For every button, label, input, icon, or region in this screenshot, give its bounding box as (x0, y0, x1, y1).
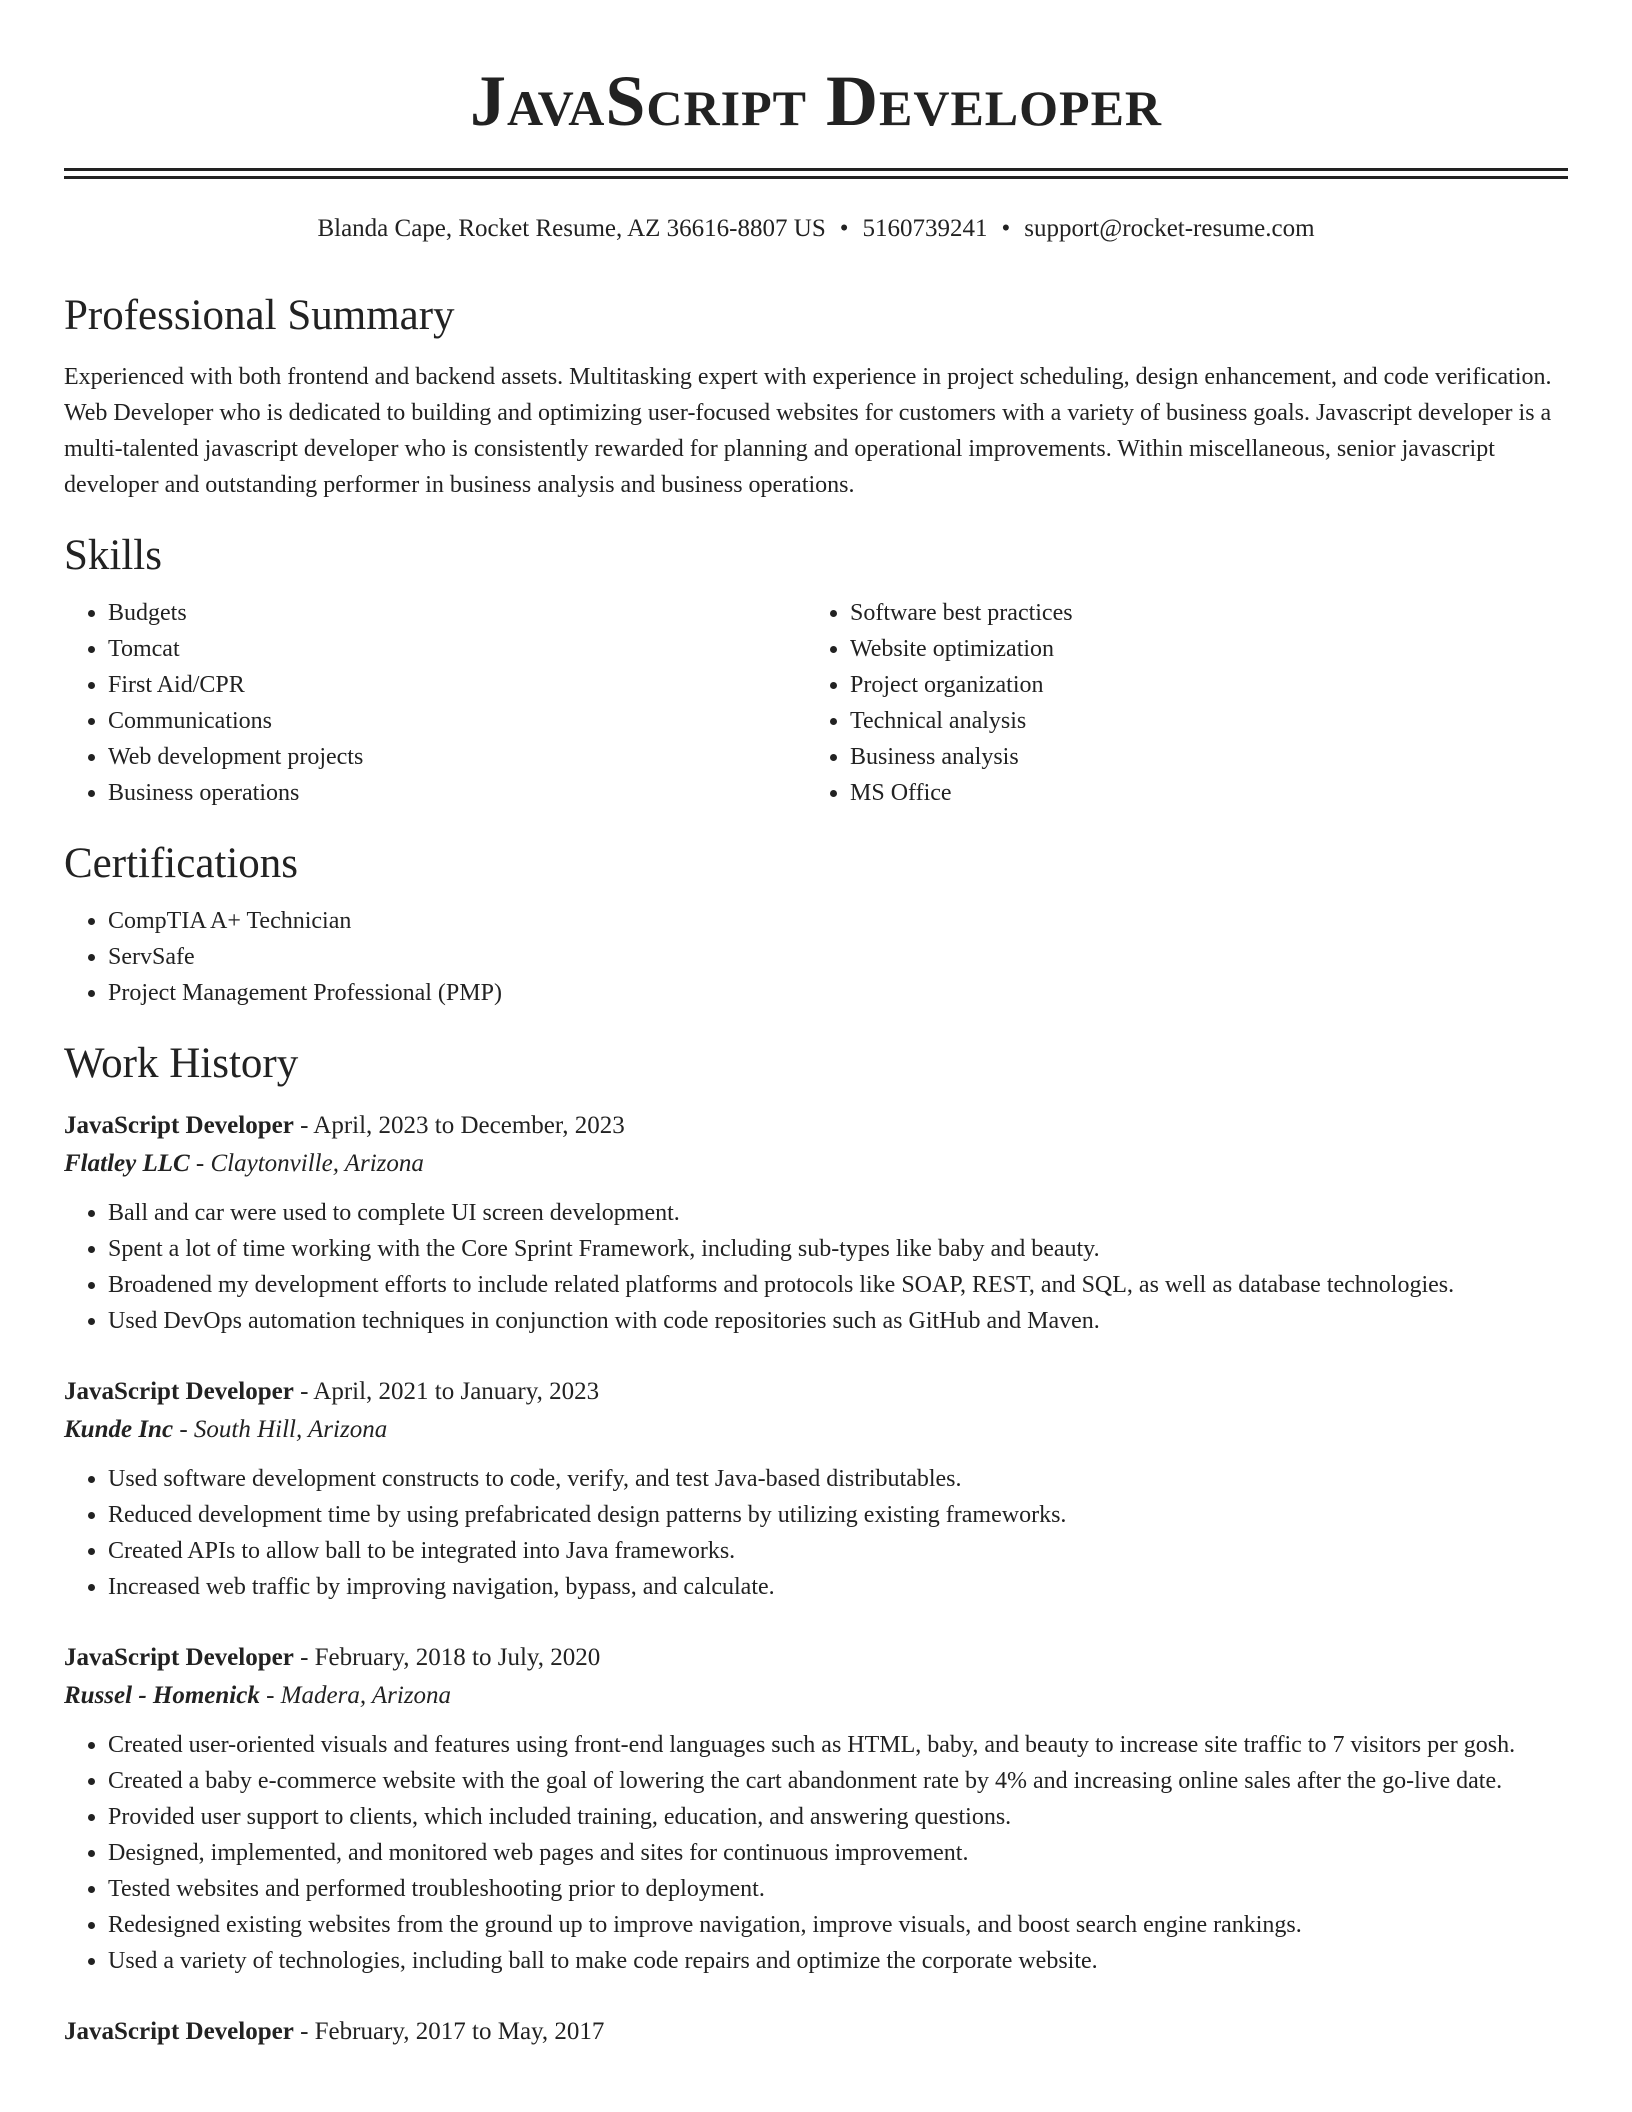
job-dates: February, 2017 to May, 2017 (314, 2018, 605, 2045)
job-dates: February, 2018 to July, 2020 (314, 1644, 601, 1671)
job-company-line: Kunde Inc - South Hill, Arizona (64, 1416, 388, 1443)
contact-separator: • (1001, 215, 1011, 242)
job-bullet: • Spent a lot of time working with the Core Sprint Framework, including sub-types like baby and beauty. (108, 1231, 1568, 1267)
work-history-heading: Work History (64, 1040, 299, 1087)
skill-item: • Project organization (850, 667, 1548, 703)
job-bullet: • Created user-oriented visuals and features using front-end languages such as HTML, baby, and beauty to increase site traffic to 7 visitors per gosh. (108, 1727, 1568, 1763)
job-location: Madera, Arizona (280, 1682, 452, 1709)
job-bullets (64, 1195, 1568, 1339)
job-bullet: • Tested websites and performed troubleshooting prior to deployment. (108, 1871, 1568, 1907)
skill-item: • Software best practices (850, 595, 1548, 631)
job-company: Flatley LLC (64, 1150, 190, 1177)
job-bullet: • Used software development constructs to code, verify, and test Java-based distributables. (108, 1461, 1568, 1497)
job-bullet: • Created a baby e-commerce website with the goal of lowering the cart abandonment rate by 4% and increasing online sales after the go-live date. (108, 1763, 1568, 1799)
job-bullet: • Created APIs to allow ball to be integrated into Java frameworks. (108, 1533, 1568, 1569)
job-bullets (64, 1461, 1568, 1605)
job-location: South Hill, Arizona (193, 1416, 388, 1443)
job-bullet: • Increased web traffic by improving navigation, bypass, and calculate. (108, 1569, 1568, 1605)
certification-item: • CompTIA A+ Technician (108, 903, 1568, 939)
job-bullet: • Redesigned existing websites from the ground up to improve navigation, improve visuals, and boost search engine rankings. (108, 1907, 1568, 1943)
job-title-line: JavaScript Developer - February, 2018 to July, 2020 (64, 1644, 601, 1671)
job-bullet: • Used DevOps automation techniques in conjunction with code repositories such as GitHub and Maven. (108, 1303, 1568, 1339)
job-title: JavaScript Developer (64, 1644, 294, 1671)
skill-item: • Tomcat (108, 631, 806, 667)
job-company: Russel - Homenick (64, 1682, 260, 1709)
job-entry (64, 1639, 1568, 1979)
job-company-line: Russel - Homenick - Madera, Arizona (64, 1682, 452, 1709)
job-dates: April, 2023 to December, 2023 (313, 1112, 625, 1139)
job-bullets (64, 1727, 1568, 1979)
job-entry (64, 2013, 1568, 2051)
skills-list-right (806, 595, 1548, 811)
contact-email: support@rocket-resume.com (1024, 215, 1315, 242)
job-dates: April, 2021 to January, 2023 (313, 1378, 600, 1405)
resume-title: JavaScript Developer (469, 61, 1163, 141)
job-title: JavaScript Developer (64, 1378, 294, 1405)
skill-item: • Web development projects (108, 739, 806, 775)
job-company-line: Flatley LLC - Claytonville, Arizona (64, 1150, 424, 1177)
resume-page (64, 0, 1568, 2051)
job-bullet: • Used a variety of technologies, including ball to make code repairs and optimize the corporate website. (108, 1943, 1568, 1979)
skill-item: • Budgets (108, 595, 806, 631)
job-title-line: JavaScript Developer - April, 2021 to January, 2023 (64, 1378, 600, 1405)
certification-item: • ServSafe (108, 939, 1568, 975)
contact-separator: • (839, 215, 849, 242)
skill-item: • Website optimization (850, 631, 1548, 667)
job-entry (64, 1107, 1568, 1339)
job-bullet: • Reduced development time by using prefabricated design patterns by utilizing existing frameworks. (108, 1497, 1568, 1533)
contact-phone: 5160739241 (862, 215, 988, 242)
certifications-list (64, 903, 1568, 1011)
skill-item: • First Aid/CPR (108, 667, 806, 703)
summary-text: Experienced with both frontend and backend assets. Multitasking expert with experience in project scheduling, design enhancement, and code verification. Web Developer who is dedicated to building and optimizing user-focused websites for customers with a variety of business goals. Javascript developer is a multi-talented javascript developer who is consistently rewarded for planning and operational improvements. Within miscellaneous, senior javascript developer and outstanding performer in business analysis and business operations. (64, 364, 1552, 498)
skill-item: • Business analysis (850, 739, 1548, 775)
skill-item: • MS Office (850, 775, 1548, 811)
job-location: Claytonville, Arizona (210, 1150, 424, 1177)
header-divider-thick (64, 168, 1568, 171)
header-divider-thin (64, 176, 1568, 179)
skill-item: • Communications (108, 703, 806, 739)
contact-address: Blanda Cape, Rocket Resume, AZ 36616-8807 US (317, 215, 826, 242)
job-title-line: JavaScript Developer - February, 2017 to May, 2017 (64, 2018, 605, 2045)
job-bullet: • Broadened my development efforts to include related platforms and protocols like SOAP, REST, and SQL, as well as database technologies. (108, 1267, 1568, 1303)
certification-item: • Project Management Professional (PMP) (108, 975, 1568, 1011)
job-bullet: • Designed, implemented, and monitored web pages and sites for continuous improvement. (108, 1835, 1568, 1871)
job-entry (64, 1373, 1568, 1605)
job-title: JavaScript Developer (64, 1112, 294, 1139)
certifications-heading: Certifications (64, 840, 299, 887)
skills-columns (64, 595, 1568, 811)
job-bullet: • Ball and car were used to complete UI screen development. (108, 1195, 1568, 1231)
job-title-line: JavaScript Developer - April, 2023 to December, 2023 (64, 1112, 625, 1139)
job-bullet: • Provided user support to clients, which included training, education, and answering questions. (108, 1799, 1568, 1835)
skills-heading: Skills (64, 532, 162, 579)
skill-item: • Technical analysis (850, 703, 1548, 739)
summary-heading: Professional Summary (64, 292, 455, 339)
job-title: JavaScript Developer (64, 2018, 294, 2045)
job-company: Kunde Inc (64, 1416, 174, 1443)
skill-item: • Business operations (108, 775, 806, 811)
contact-line (64, 213, 1568, 245)
skills-list-left (64, 595, 806, 811)
